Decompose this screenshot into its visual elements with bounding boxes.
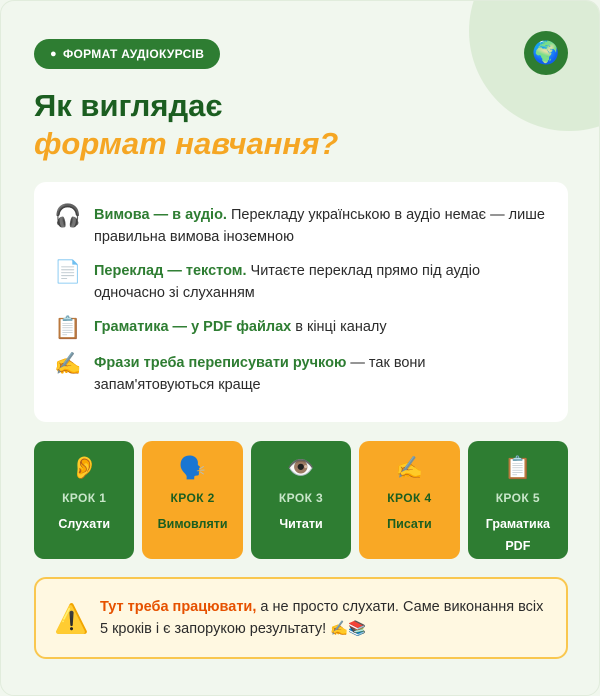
step-label: Вимовляти	[157, 517, 228, 531]
document-icon: 📄	[54, 259, 82, 284]
step-card-3[interactable]	[251, 441, 351, 559]
step-card-4[interactable]	[359, 441, 459, 559]
warning-box	[34, 577, 568, 659]
warning-desc: а не просто слухати. Саме виконання всіх 5 кроків і є запорукою результату! ✍️📚	[100, 599, 544, 637]
title-line-2: формат навчання?	[34, 126, 339, 161]
ear-icon: 👂	[70, 455, 98, 480]
info-item	[54, 316, 548, 340]
globe-icon[interactable]: 🌍	[524, 31, 568, 75]
info-item-desc: — так вони запам'ятовуються краще	[94, 355, 426, 393]
warning-bold: Тут треба працювати,	[100, 599, 257, 615]
info-item	[54, 352, 548, 396]
step-number: КРОК 1	[62, 491, 107, 505]
section-badge	[34, 39, 220, 69]
info-item-text	[94, 316, 387, 338]
step-label: Читати	[279, 517, 323, 531]
step-card-5[interactable]	[468, 441, 568, 559]
step-label: Слухати	[58, 517, 111, 531]
eye-icon: 👁️	[287, 455, 315, 480]
step-number: КРОК 4	[387, 491, 432, 505]
clipboard-icon: 📋	[504, 455, 532, 480]
page-title	[34, 87, 338, 163]
info-item-text	[94, 260, 548, 304]
clipboard-icon: 📋	[54, 315, 82, 340]
writing-hand-icon: ✍️	[54, 351, 82, 376]
info-item-desc: в кінці каналу	[291, 319, 387, 335]
info-item-text	[94, 204, 548, 248]
step-card-1[interactable]	[34, 441, 134, 559]
step-number: КРОК 5	[495, 491, 540, 505]
info-item-desc: Читаєте переклад прямо під аудіо одночасно зі слуханням	[94, 263, 481, 301]
warning-icon: ⚠️	[54, 602, 89, 634]
warning-text	[100, 596, 548, 640]
step-number: КРОК 3	[278, 491, 324, 505]
info-item-text	[94, 352, 548, 396]
info-item-bold: Фрази треба переписувати ручкою	[94, 355, 347, 371]
info-item	[54, 204, 548, 248]
title-line-1: Як виглядає	[34, 88, 223, 123]
step-card-2[interactable]	[142, 441, 242, 559]
speaking-head-icon: 🗣️	[178, 455, 207, 480]
step-number: КРОК 2	[170, 491, 215, 505]
badge-label: ФОРМАТ АУДІОКУРСІВ	[62, 47, 205, 61]
writing-hand-icon: ✍️	[395, 455, 424, 480]
steps-row	[34, 441, 568, 559]
info-item-bold: Вимова — в аудіо.	[94, 207, 227, 223]
info-item-bold: Переклад — текстом.	[94, 263, 247, 279]
headphones-icon: 🎧	[54, 203, 82, 228]
info-item-desc: Перекладу українською в аудіо немає — лише правильна вимова іноземною	[94, 207, 545, 245]
step-label: Граматика PDF	[485, 517, 550, 553]
info-item-bold: Граматика — у PDF файлах	[94, 319, 292, 335]
info-item	[54, 260, 548, 304]
info-panel	[34, 182, 568, 422]
badge-dot: ●	[50, 47, 57, 60]
step-label: Писати	[387, 517, 432, 531]
